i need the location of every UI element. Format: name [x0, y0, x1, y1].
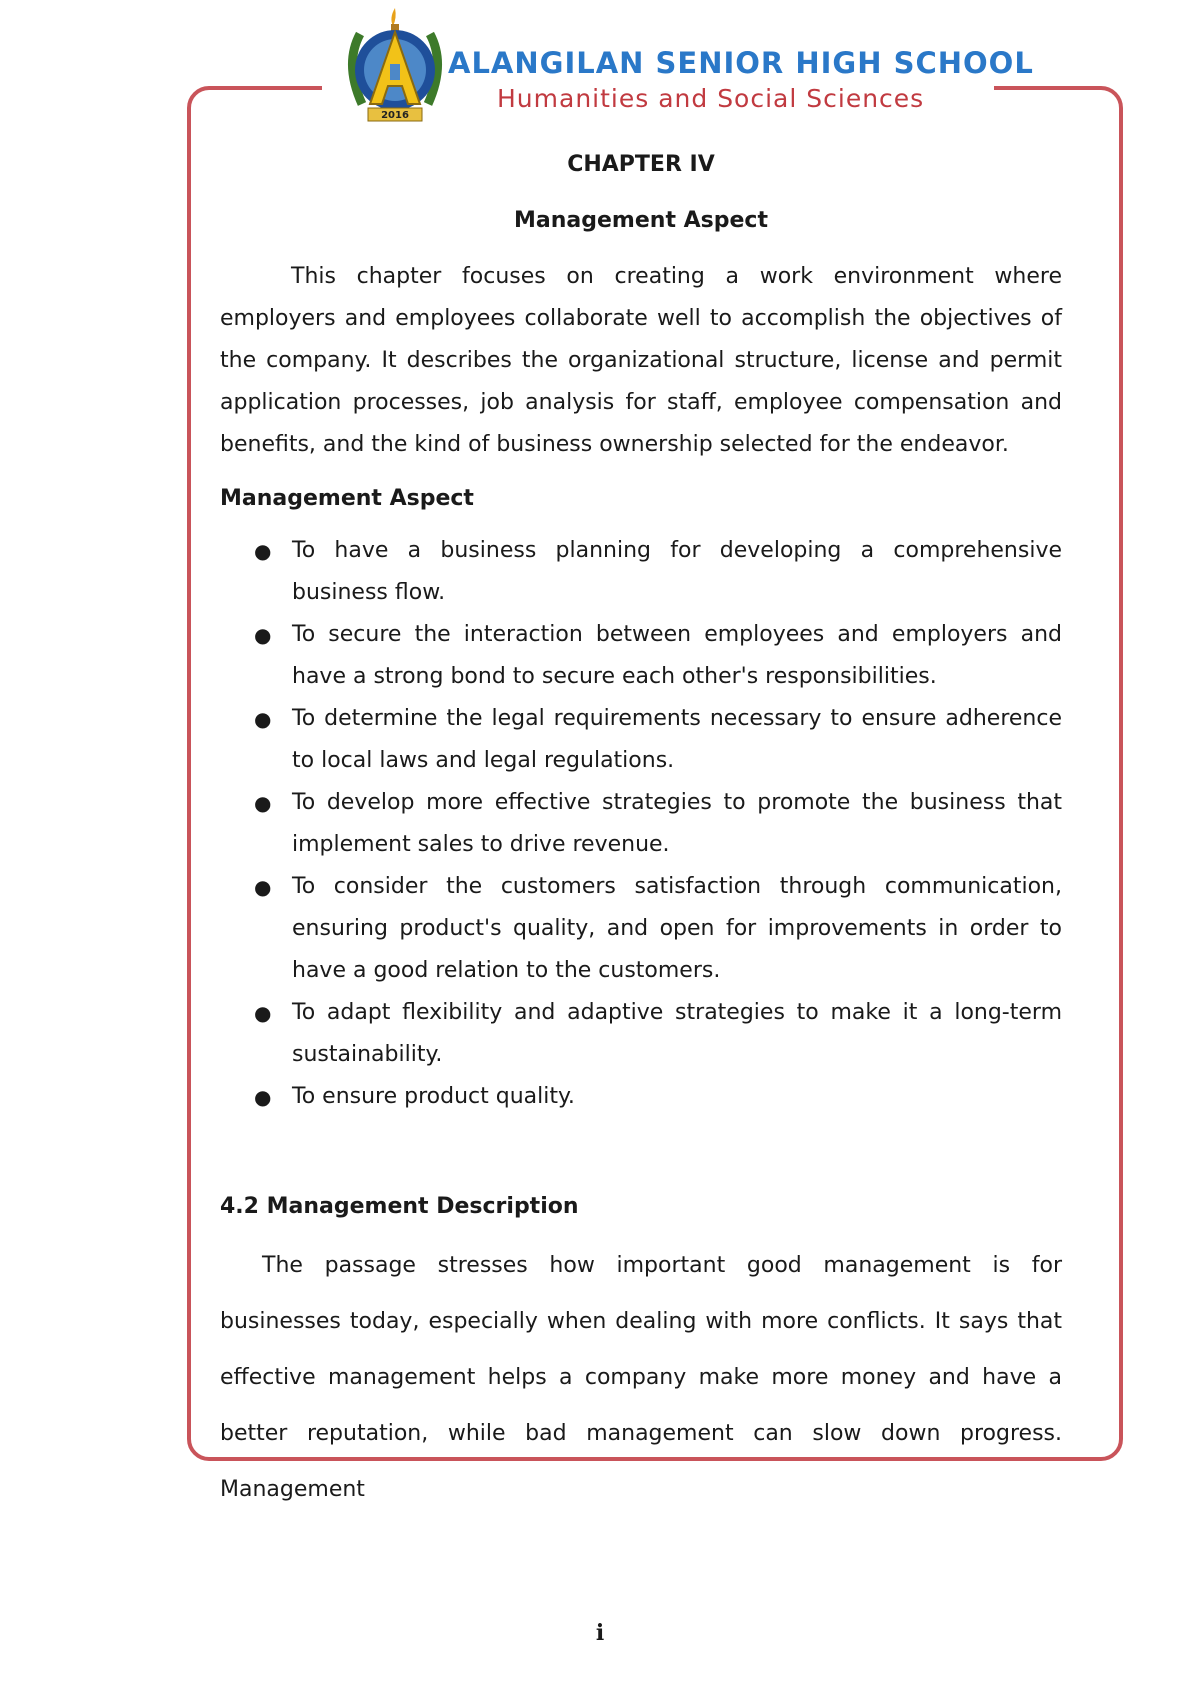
description-heading: 4.2 Management Description [220, 1194, 579, 1219]
list-item [254, 614, 1062, 698]
chapter-title: CHAPTER IV [567, 152, 715, 177]
list-item [254, 698, 1062, 782]
list-item [254, 530, 1062, 614]
list-item [254, 866, 1062, 992]
description-paragraph: The passage stresses how important good management is for businesses today, especially when dealing with more conflicts. It says that effective management helps a company make more money and have a better reputation, while bad management can slow down progress. Management [220, 1253, 1062, 1502]
intro-paragraph: This chapter focuses on creating a work environment where employers and employees collaborate well to accomplish the objectives of the company. It describes the organizational structure, license and permit application processes, job analysis for staff, employee compensation and benefits, and the kind of business ownership selected for the endeavor. [220, 264, 1062, 457]
school-logo [340, 4, 450, 126]
bullet-icon: ● [254, 623, 272, 647]
list-item-text: To secure the interaction between employees and employers and have a strong bond to secure each other's responsibilities. [292, 622, 1062, 689]
bullet-icon: ● [254, 791, 272, 815]
list-item-text: To determine the legal requirements necessary to ensure adherence to local laws and legal regulations. [292, 706, 1062, 773]
bullet-icon: ● [254, 539, 272, 563]
aspect-list [220, 530, 1062, 1118]
strand-name: Humanities and Social Sciences [497, 84, 925, 113]
bullet-icon: ● [254, 707, 272, 731]
list-item-text: To develop more effective strategies to promote the business that implement sales to drive revenue. [292, 790, 1062, 857]
list-item-text: To ensure product quality. [292, 1084, 575, 1109]
school-name: ALANGILAN SENIOR HIGH SCHOOL [448, 46, 1034, 80]
list-item-text: To have a business planning for developing a comprehensive business flow. [292, 538, 1062, 605]
bullet-icon: ● [254, 1085, 272, 1109]
list-item [254, 782, 1062, 866]
bullet-icon: ● [254, 1001, 272, 1025]
chapter-subtitle: Management Aspect [514, 208, 768, 233]
bullet-icon: ● [254, 875, 272, 899]
logo-year: 2016 [381, 110, 409, 121]
aspect-heading: Management Aspect [220, 486, 474, 511]
list-item-text: To adapt flexibility and adaptive strategies to make it a long-term sustainability. [292, 1000, 1062, 1067]
list-item [254, 1076, 1062, 1118]
list-item-text: To consider the customers satisfaction through communication, ensuring product's quality, and open for improvements in order to have a good relation to the customers. [292, 874, 1062, 983]
page-number: i [595, 1620, 605, 1646]
list-item [254, 992, 1062, 1076]
page-content [220, 138, 1062, 1518]
